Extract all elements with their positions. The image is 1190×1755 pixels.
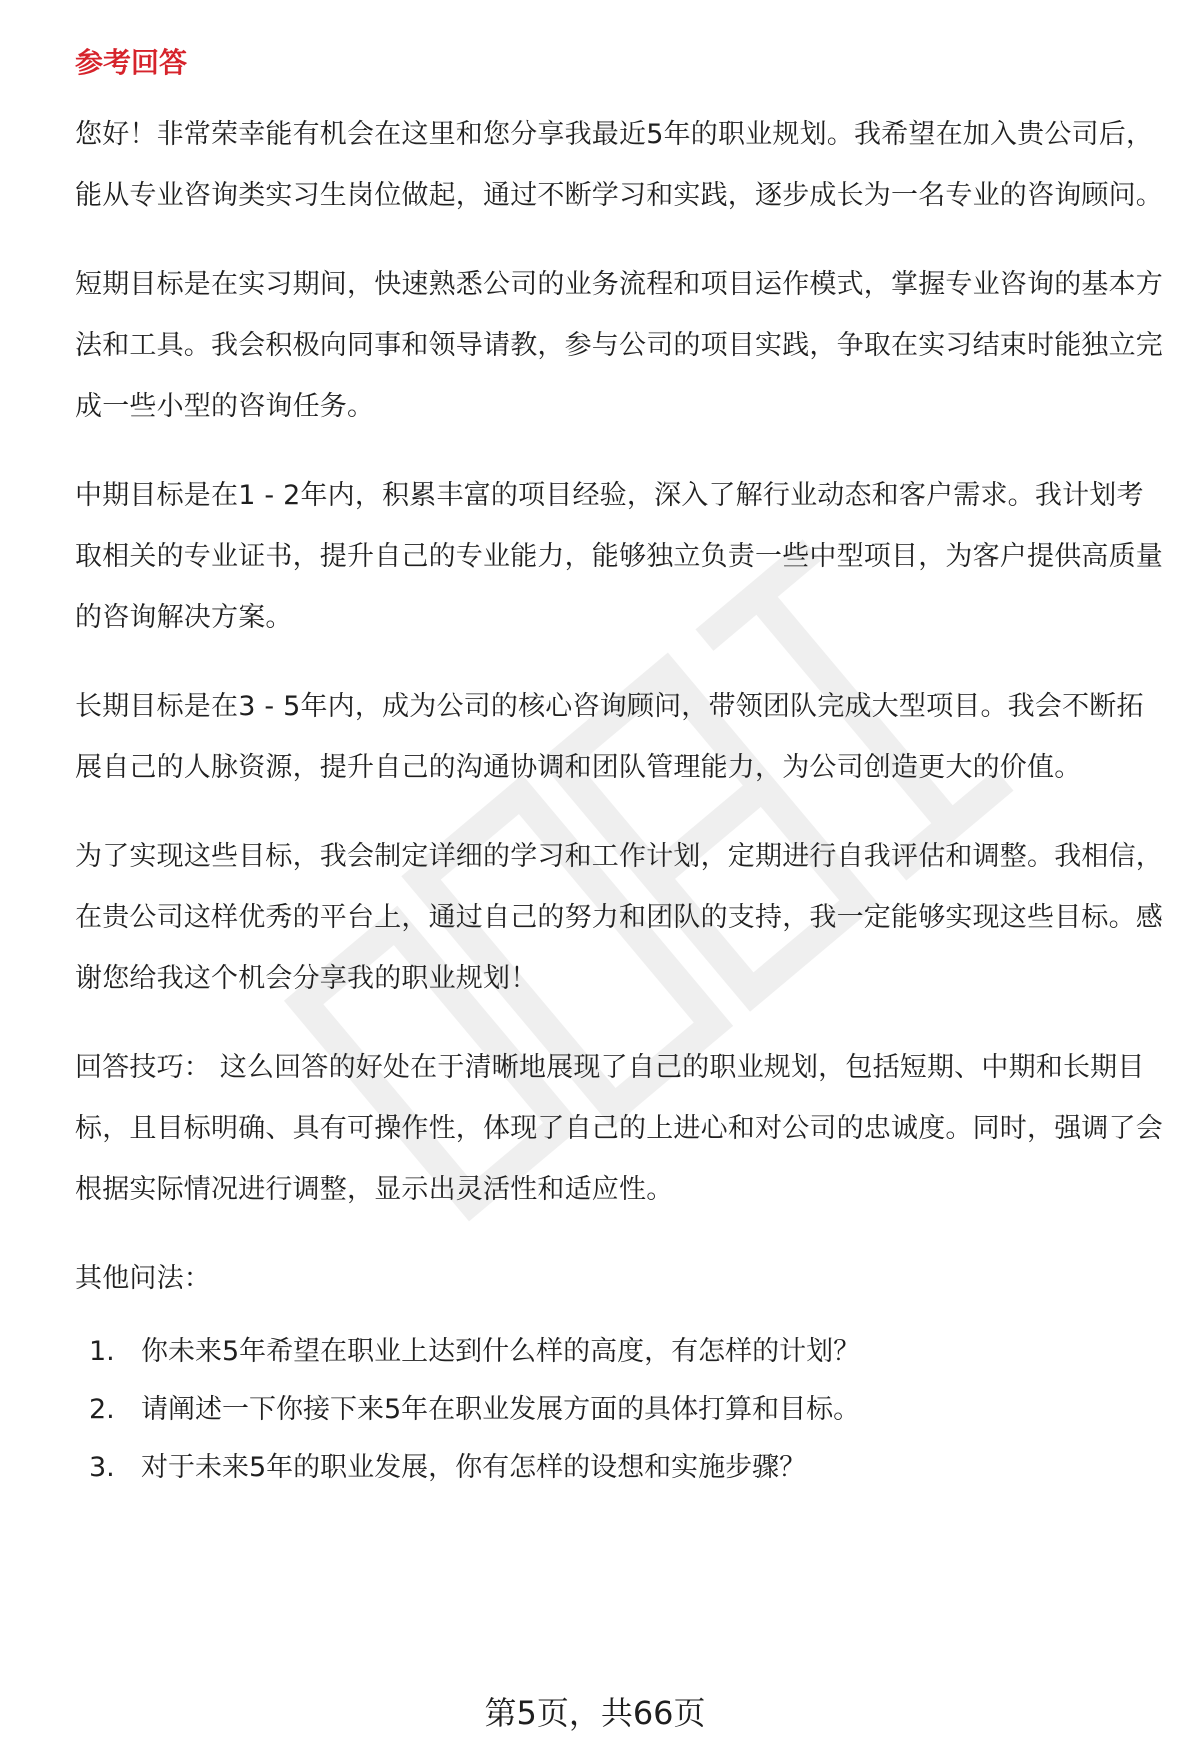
long-term-paragraph: 长期目标是在3 - 5年内，成为公司的核心咨询顾问，带领团队完成大型项目。我会不断拓展自己的人脉资源，提升自己的沟通协调和团队管理能力，为公司创造更大的价值。 xyxy=(75,691,1144,783)
list-item xyxy=(75,1439,1165,1497)
list-item-text: 对于未来5年的职业发展，你有怎样的设想和实施步骤？ xyxy=(141,1452,807,1483)
list-number: 3. xyxy=(89,1452,115,1483)
page-number-footer: 第5页，共66页 xyxy=(484,1694,706,1732)
answer-tips-paragraph: 回答技巧： 这么回答的好处在于清晰地展现了自己的职业规划，包括短期、中期和长期目标，且目标明确、具有可操作性，体现了自己的上进心和对公司的忠诚度。同时，强调了会根据实际情况进行调整，显示出灵活性和适应性。 xyxy=(75,1052,1163,1205)
list-item xyxy=(75,1323,1165,1381)
document-body xyxy=(75,44,1165,1497)
closing-paragraph: 为了实现这些目标，我会制定详细的学习和工作计划，定期进行自我评估和调整。我相信，在贵公司这样优秀的平台上，通过自己的努力和团队的支持，我一定能够实现这些目标。感谢您给我这个机会分享我的职业规划！ xyxy=(75,841,1163,994)
list-number: 1. xyxy=(89,1336,115,1367)
other-questions-heading: 其他问法： xyxy=(75,1263,211,1294)
list-item-text: 你未来5年希望在职业上达到什么样的高度，有怎样的计划？ xyxy=(141,1336,861,1367)
list-number: 2. xyxy=(89,1394,115,1425)
list-item xyxy=(75,1381,1165,1439)
short-term-paragraph: 短期目标是在实习期间，快速熟悉公司的业务流程和项目运作模式，掌握专业咨询的基本方法和工具。我会积极向同事和领导请教，参与公司的项目实践，争取在实习结束时能独立完成一些小型的咨询任务。 xyxy=(75,269,1163,422)
intro-paragraph: 您好！非常荣幸能有机会在这里和您分享我最近5年的职业规划。我希望在加入贵公司后，能从专业咨询类实习生岗位做起，通过不断学习和实践，逐步成长为一名专业的咨询顾问。 xyxy=(75,119,1163,211)
other-questions-list xyxy=(75,1323,1165,1497)
mid-term-paragraph: 中期目标是在1 - 2年内，积累丰富的项目经验，深入了解行业动态和客户需求。我计划考取相关的专业证书，提升自己的专业能力，能够独立负责一些中型项目，为客户提供高质量的咨询解决方案。 xyxy=(75,480,1163,633)
list-item-text: 请阐述一下你接下来5年在职业发展方面的具体打算和目标。 xyxy=(141,1394,861,1425)
section-title: 参考回答 xyxy=(75,46,188,79)
